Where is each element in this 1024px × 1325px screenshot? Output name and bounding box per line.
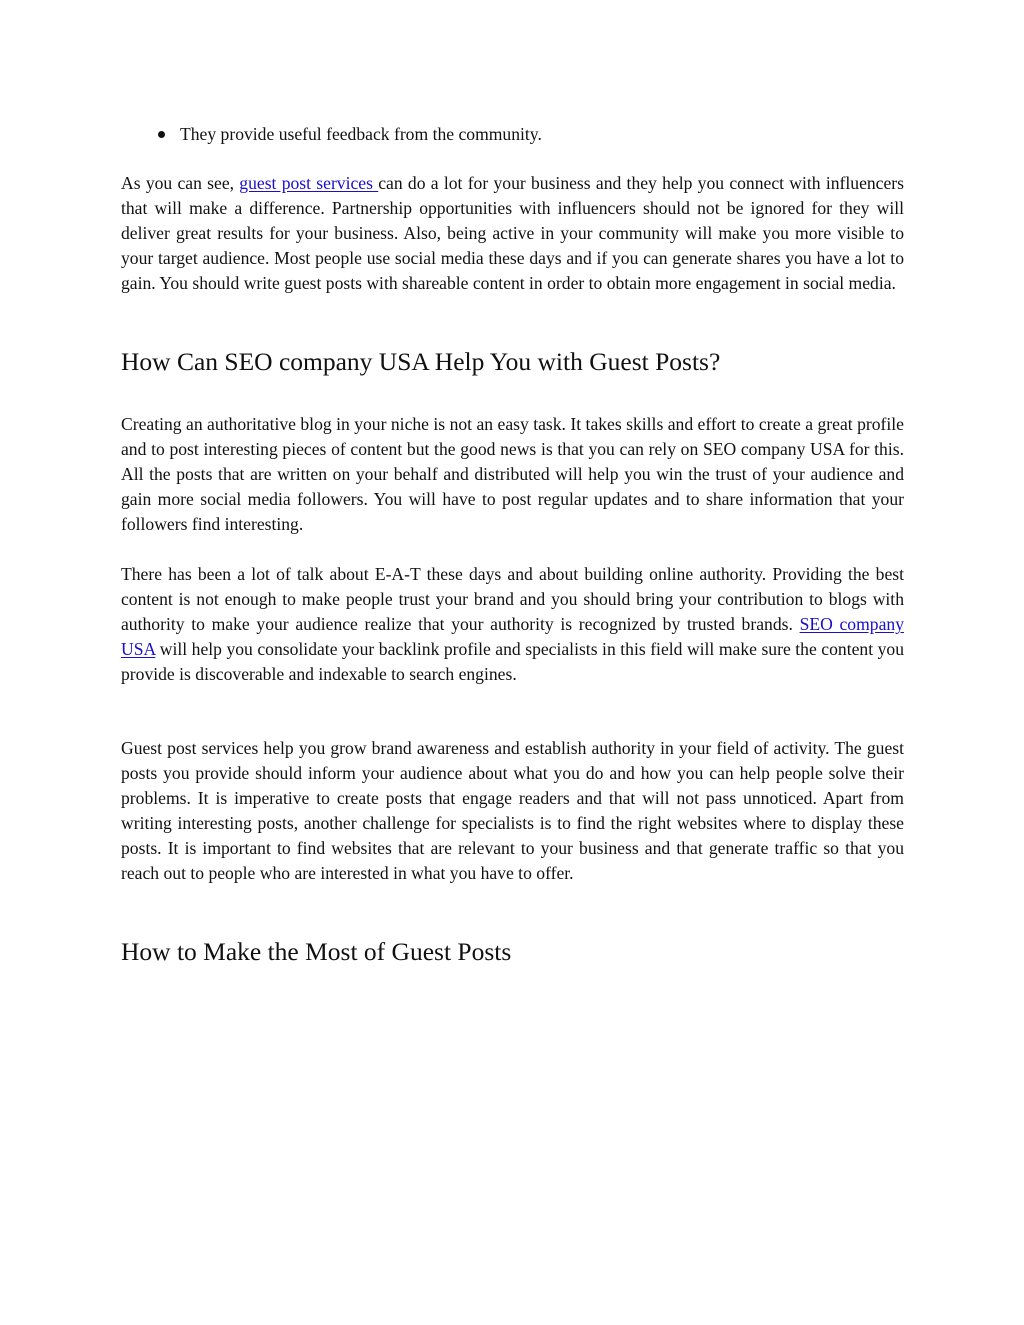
- seo-company-usa-link[interactable]: SEO company USA: [121, 614, 904, 659]
- paragraph-text: will help you consolidate your backlink profile and specialists in this field will make sure the content you provide is discoverable and indexable to search engines.: [121, 639, 904, 684]
- section-heading-seo-company: How Can SEO company USA Help You with Guest Posts?: [121, 347, 721, 376]
- bullet-item: [121, 122, 904, 147]
- paragraph-authoritative-blog: Creating an authoritative blog in your niche is not an easy task. It takes skills and effort to create a great profile and to post interesting pieces of content but the good news is that you can rely on SEO company USA for this. All the posts that are written on your behalf and distributed will help you win the trust of your audience and gain more social media followers. You will have to post regular updates and to share information that your followers find interesting.: [121, 414, 904, 534]
- paragraph-text: can do a lot for your business and they help you connect with influencers that will make a difference. Partnership opportunities with influencers should not be ignored for they will deliver great results for your business. Also, being active in your community will make you more visible to your target audience. Most people use social media these days and if you can generate shares you have a lot to gain. You should write guest posts with shareable content in order to obtain more engagement in social media.: [121, 173, 904, 293]
- bullet-list: [121, 122, 904, 147]
- paragraph-text: There has been a lot of talk about E-A-T these days and about building online authority. Providing the best content is not enough to make people trust your brand and you should bring your contribution to blogs with authority to make your audience realize that your authority is recognized by trusted brands.: [121, 564, 904, 634]
- guest-post-services-link[interactable]: guest post services: [239, 173, 379, 193]
- paragraph-guest-post-benefits: [121, 171, 904, 296]
- paragraph-text: As you can see,: [121, 173, 240, 193]
- section-heading-make-most: How to Make the Most of Guest Posts: [121, 937, 512, 966]
- paragraph-brand-awareness: Guest post services help you grow brand awareness and establish authority in your field of activity. The guest posts you provide should inform your audience about what you do and how you can help people solve their problems. It is imperative to create posts that engage readers and that will not pass unnoticed. Apart from writing interesting posts, another challenge for specialists is to find the right websites where to display these posts. It is important to find websites that are relevant to your business and that generate traffic so that you reach out to people who are interested in what you have to offer.: [121, 738, 904, 883]
- bullet-dot-icon: [158, 131, 165, 138]
- bullet-text: They provide useful feedback from the community.: [180, 124, 542, 144]
- paragraph-eat-authority: [121, 562, 904, 687]
